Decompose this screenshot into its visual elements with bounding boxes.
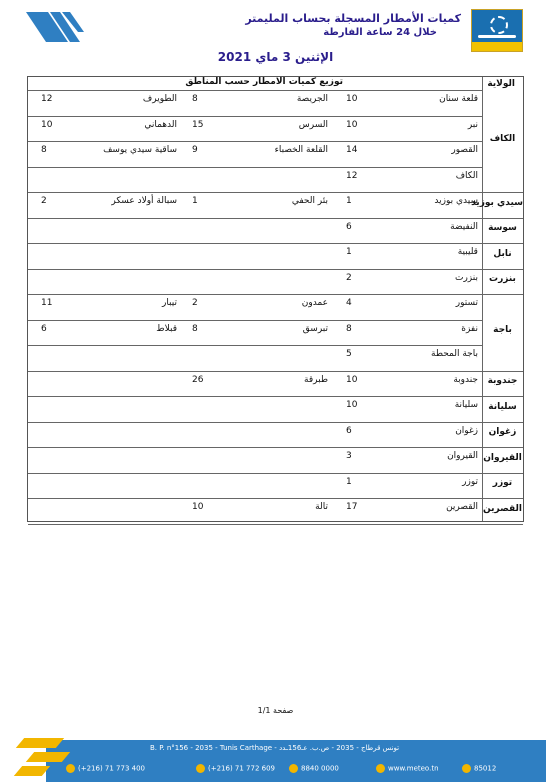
governorate-label: زغوان [488,427,517,438]
rainfall-value: 14 [346,145,358,155]
rainfall-value: 8 [346,323,352,334]
rainfall-value: 2 [346,272,352,283]
station-name: القلعة الخصباء [274,145,328,155]
meteo-logo [471,9,523,52]
rainfall-value: 8 [41,145,47,155]
rainfall-value: 3 [346,451,352,461]
station-name: طبرقة [304,374,328,385]
governorate-label: توزر [492,478,513,489]
station-name: نفزة [461,323,478,334]
station-name: الجريصة [296,94,328,104]
station-name: توزر [462,476,478,487]
rainfall-value: 17 [346,502,358,512]
rainfall-value: 8 [192,94,198,104]
governorate-label: سليانة [488,401,517,412]
station-name: نبر [467,119,478,130]
row-divider [28,116,482,117]
rainfall-value: 6 [346,221,352,232]
rainfall-value: 10 [346,400,358,410]
rainfall-value: 2 [192,298,198,308]
row-divider [28,269,523,270]
row-divider [28,218,523,219]
row-divider [28,371,523,372]
rainfall-value: 2 [41,196,47,206]
rainfall-value: 6 [346,425,352,436]
row-divider [28,141,482,142]
rainfall-value: 26 [192,374,204,385]
rainfall-value: 1 [346,476,352,487]
station-name: النفيضة [450,221,478,232]
station-name: الطويرف [142,94,177,104]
station-name: سيدي بوزيد [434,196,478,206]
station-name: تالة [315,502,328,512]
station-name: تبرسق [302,323,328,334]
rainfall-value: 6 [41,323,47,334]
governorate-label: سوسة [488,223,517,234]
rainfall-table [27,76,524,522]
column-header-distribution: توزيع كميات الامطار حسب المناطق [185,77,343,87]
fax-icon [196,764,205,773]
governorate-label: سيدي بوزيد [471,197,523,208]
station-name: تيبار [161,298,177,308]
station-name: قلعة سنان [439,94,478,104]
footer-stripe [14,766,50,776]
station-name: عمدون [301,298,328,308]
row-divider [28,422,523,423]
rainfall-value: 10 [192,502,204,512]
governorate-label: باجة [493,325,512,336]
station-name: سبالة أولاد عسكر [111,196,177,206]
row-divider [28,396,523,397]
row-divider [28,192,523,193]
page-number: صفحة 1/1 [257,706,294,715]
station-name: الدهماني [144,119,177,130]
rainfall-value: 12 [346,170,358,181]
globe-icon [376,764,385,773]
governorate-label: بنزرت [489,274,516,285]
row-divider [28,320,482,321]
column-header-governorate: الولاية [487,79,515,89]
footer-phone-2: (+216) 71 772 609 [196,764,275,773]
station-name: السرس [298,119,328,130]
rainfall-value: 1 [346,247,352,257]
station-name: ساقية سيدي يوسف [103,145,177,155]
row-divider [28,243,523,244]
institute-logo-left [26,8,86,46]
footer-stripe [16,738,64,748]
rainfall-value: 15 [192,119,204,130]
phone-icon [289,764,298,773]
rainfall-value: 10 [346,119,358,130]
row-divider [28,294,523,295]
station-name: بنزرت [454,272,478,283]
station-name: بئر الحفي [291,196,328,206]
station-name: تستور [455,298,478,308]
governorate-label: القصرين [483,503,522,514]
station-name: القيروان [447,451,478,461]
row-divider [28,524,523,525]
footer-website[interactable]: www.meteo.tn [376,764,439,773]
footer-phone-3: 8840 0000 [289,764,339,773]
rainfall-value: 10 [346,374,358,385]
row-divider [28,345,482,346]
rainfall-value: 12 [41,94,53,104]
rainfall-value: 9 [192,145,198,155]
governorate-label: نابل [493,248,512,259]
station-name: سليانة [454,400,478,410]
station-name: القصرين [446,502,478,512]
governorate-label: الكاف [489,134,516,144]
row-divider [28,473,523,474]
station-name: جندوبة [453,374,478,385]
rainfall-value: 10 [346,94,358,104]
governorate-label: القيروان [483,452,522,463]
title-line-1: كميات الأمطار المسجلة بحساب المليمتر [245,12,461,25]
station-name: القصور [451,145,478,155]
governorate-label: جندوبة [487,376,518,387]
header-divider [28,90,482,91]
report-date: الإثنين 3 ماي 2021 [217,50,334,64]
rainfall-value: 10 [41,119,53,130]
station-name: الكاف [455,170,478,181]
station-name: زغوان [455,425,478,436]
footer-phone-1: (+216) 71 773 400 [66,764,145,773]
rainfall-value: 4 [346,298,352,308]
rainfall-value: 1 [346,196,352,206]
rainfall-value: 1 [192,196,198,206]
mail-icon [462,764,471,773]
row-divider [28,167,482,168]
title-line-2: خلال 24 ساعة الفارطة [323,27,437,38]
station-name: قبلاط [156,323,177,334]
phone-icon [66,764,75,773]
station-name: باجة المحطة [431,349,478,359]
footer-address: B. P. n°156 - 2035 - Tunis Carthage - تونس قرطاج - 2035 - ص.ب. عـ156ـدد [150,744,400,752]
rainfall-value: 5 [346,349,352,359]
rainfall-value: 8 [192,323,198,334]
rainfall-value: 11 [41,298,53,308]
row-divider [28,447,523,448]
row-divider [28,498,523,499]
footer-number: 85012 [462,764,496,773]
station-name: قليبية [457,247,478,257]
